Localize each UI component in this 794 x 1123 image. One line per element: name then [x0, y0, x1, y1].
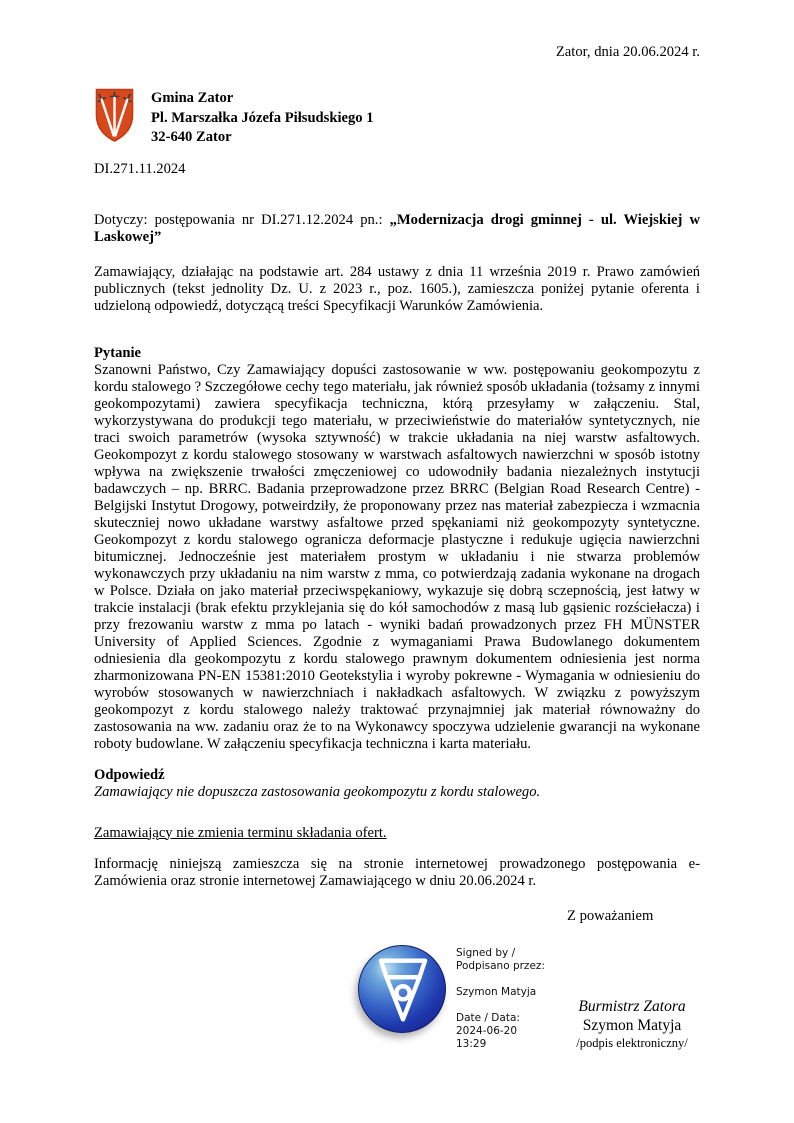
answer-heading: Odpowiedź — [94, 766, 165, 783]
deadline-note: Zamawiający nie zmienia terminu składania ofert. — [94, 824, 387, 841]
signatory-name: Szymon Matyja — [582, 1016, 682, 1034]
sender-name: Gmina Zator — [151, 90, 234, 106]
signature-block — [94, 945, 700, 1051]
stamp-spacer — [456, 973, 562, 986]
electronic-signature-note: /podpis elektroniczny/ — [576, 1035, 688, 1050]
answer-body: Zamawiający nie dopuszcza zastosowania geokompozytu z kordu stalowego. — [94, 783, 541, 800]
sender-block — [94, 87, 700, 148]
stamp-date-label: Date / Data: — [456, 1011, 520, 1024]
closing-salutation: Z poważaniem — [567, 907, 654, 924]
stamp-time-value: 13:29 — [456, 1037, 487, 1050]
subject-prefix: Dotyczy: postępowania nr DI.271.12.2024 pn.: — [94, 211, 390, 228]
signed-by-line2: Podpisano przez: — [456, 959, 545, 972]
stamp-spacer — [456, 999, 562, 1012]
question-body: Szanowni Państwo, Czy Zamawiający dopuści zastosowanie w ww. postępowaniu geokompozytu z kordu stalowego ? Szczegółowe cechy tego materiału, jak również sposób układania (tożsamy z innymi geokompozytami) zawiera specyfikacja techniczna, którą przesyłamy w załączeniu. Stal, wykorzystywana do produkcji tego materiału, w przeciwieństwie do materiałów syntetycznych, nie traci swoich parametrów (wysoka sztywność) w trakcie układania na niej warstw asfaltowych. Geokompozyt z kordu stalowego stosowany w warstwach asfaltowych nawierzchni w sposób istotny wpływa na zwiększenie trwałości zmęczeniowej co udowodniły badania niezależnych instytucji badawczych – np. BRRC. Badania przeprowadzone przez BRRC (Belgian Road Research Centre) - Belgijski Instytut Drogowy, potweirdziły, że proponowany przez nas materiał zabezpiecza i wzmacnia skuteczniej nowo układane warstwy asfaltowe przed spękaniami niż geokompozyty syntetyczne. Geokompozyt z kordu stalowego ogranicza deformacje plastyczne i redukuje ugięcia nawierzchni bitumicznej. Jednocześnie jest materiałem prostym w układaniu i nie stwarza problemów wykonawczych przy układaniu na nim warstw z mma, co potwierdzają zadania wykonane na drogach w Polsce. Działa on jako materiał przeciwspękaniowy, wykazuje się dobrą sczepnością, jest łatwy w trakcie instalacji (brak efektu przyklejania się do kół samochodów z masą lub gąsienic rozściełacza) i przy frezowaniu warstw z mma po latach - wyniki badań prowadzonych przez FH MÜNSTER University of Applied Sciences. Zgodnie z wymaganiami Prawa Budowlanego dokumentem odniesienia dla geokompozytu z kordu stalowego prawnym dokumentem odniesienia jest norma zharmonizowana PN-EN 15381:2010 Geotekstylia i wyroby pokrewne - Wymagania w odniesieniu do wyrobów stosowanych w nawierzchniach i nakładkach asfaltowych. W związku z powyższym geokompozyt z kordu stalowego należy traktować przynajmniej jak materiał równoważny do zastosowania na ww. zadaniu oraz że to na Wykonawcy spoczywa udzielenie gwarancji na wykonane roboty budowlane. W załączeniu specyfikacja techniczna i karta materiału. — [94, 361, 700, 752]
subject-line — [94, 212, 700, 246]
pen-nib-glyph — [359, 946, 447, 1034]
question-heading: Pytanie — [94, 344, 142, 361]
stamp-caption — [456, 945, 562, 1051]
signed-by-line1: Signed by / — [456, 946, 516, 959]
pen-nib-icon — [358, 945, 446, 1033]
intro-paragraph: Zamawiający, działając na podstawie art. 284 ustawy z dnia 11 września 2019 r. Prawo zamówień publicznych (tekst jednolity Dz. U. z 2023 r., poz. 1605.), zamieszcza poniżej pytanie oferenta i udzieloną odpowiedź, dotyczącą treści Specyfikacji Warunków Zamówienia. — [94, 263, 700, 314]
sender-street: Pl. Marszałka Józefa Piłsudskiego 1 — [151, 109, 374, 126]
signature-stamp — [358, 945, 448, 1037]
subject-title: „Modernizacja drogi gminnej - ul. Wiejskiej w Laskowej” — [94, 211, 700, 245]
date-line: Zator, dnia 20.06.2024 r. — [555, 44, 700, 60]
sender-city: 32-640 Zator — [151, 129, 232, 145]
signatory-title: Burmistrz Zatora — [578, 997, 686, 1015]
signatory-block — [566, 945, 698, 1051]
publication-note: Informację niniejszą zamieszcza się na stronie internetowej prowadzonego postępowania e-Zamówienia oraz stronie internetowej Zamawiającego w dniu 20.06.2024 r. — [94, 855, 700, 889]
reference-number: DI.271.11.2024 — [94, 160, 186, 177]
sender-address — [151, 87, 374, 148]
stamp-date-value: 2024-06-20 — [456, 1024, 518, 1037]
stamp-signer-name: Szymon Matyja — [456, 985, 537, 998]
zator-coat-of-arms-icon — [94, 87, 135, 144]
